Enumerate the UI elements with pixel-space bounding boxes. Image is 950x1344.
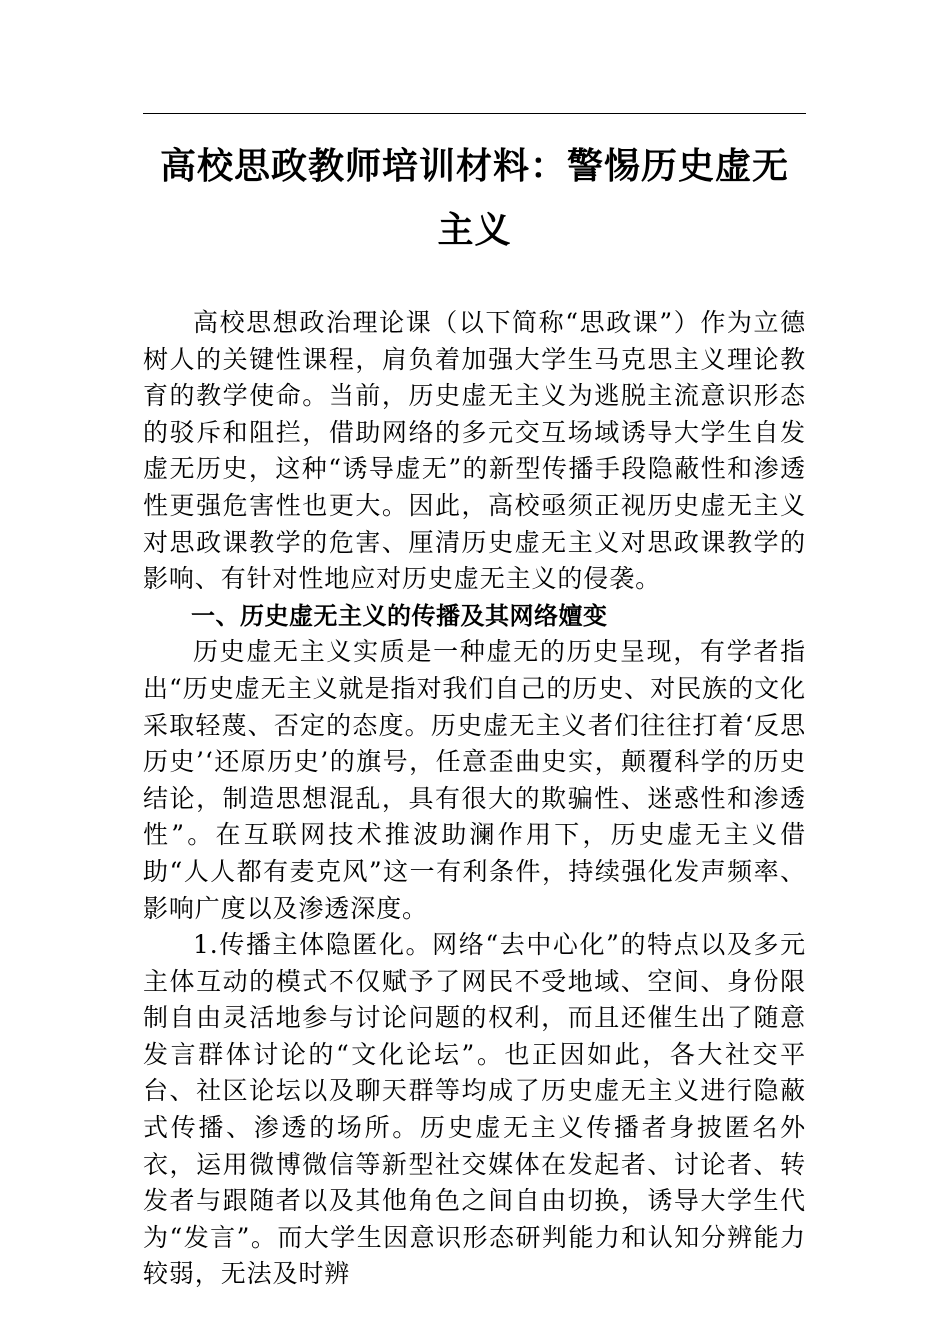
body-paragraph: 历史虚无主义实质是一种虚无的历史呈现，有学者指出“历史虚无主义就是指对我们自己的历史、对民族的文化采取轻蔑、否定的态度。历史虚无主义者们往往打着‘反思历史’‘还原历史’的旗号，任意歪曲史实，颠覆科学的历史结论，制造思想混乱，具有很大的欺骗性、迷惑性和渗透性”。在互联网技术推波助澜作用下，历史虚无主义借助“人人都有麦克风”这一有利条件，持续强化发声频率、影响广度以及渗透深度。 bbox=[143, 637, 806, 923]
body-paragraph: 1.传播主体隐匿化。网络“去中心化”的特点以及多元主体互动的模式不仅赋予了网民不受地域、空间、身份限制自由灵活地参与讨论问题的权利，而且还催生出了随意发言群体讨论的“文化论坛”。也正因如此，各大社交平台、社区论坛以及聊天群等均成了历史虚无主义进行隐蔽式传播、渗透的场所。历史虚无主义传播者身披匿名外衣，运用微博微信等新型社交媒体在发起者、讨论者、转发者与跟随者以及其他角色之间自由切换，诱导大学生代为“发言”。而大学生因意识形态研判能力和认知分辨能力较弱，无法及时辨 bbox=[143, 930, 806, 1289]
section-heading: 一、历史虚无主义的传播及其网络嬗变 bbox=[191, 601, 608, 630]
document-body bbox=[143, 305, 806, 1293]
document-title: 高校思政教师培训材料：警惕历史虚无主义 bbox=[159, 145, 789, 251]
intro-paragraph: 高校思想政治理论课（以下简称“思政课”）作为立德树人的关键性课程，肩负着加强大学生马克思主义理论教育的教学使命。当前，历史虚无主义为逃脱主流意识形态的驳斥和阻拦，借助网络的多元交互场域诱导大学生自发虚无历史，这种“诱导虚无”的新型传播手段隐蔽性和渗透性更强危害性也更大。因此，高校亟须正视历史虚无主义对思政课教学的危害、厘清历史虚无主义对思政课教学的影响、有针对性地应对历史虚无主义的侵袭。 bbox=[143, 308, 806, 594]
header-rule bbox=[143, 113, 806, 114]
